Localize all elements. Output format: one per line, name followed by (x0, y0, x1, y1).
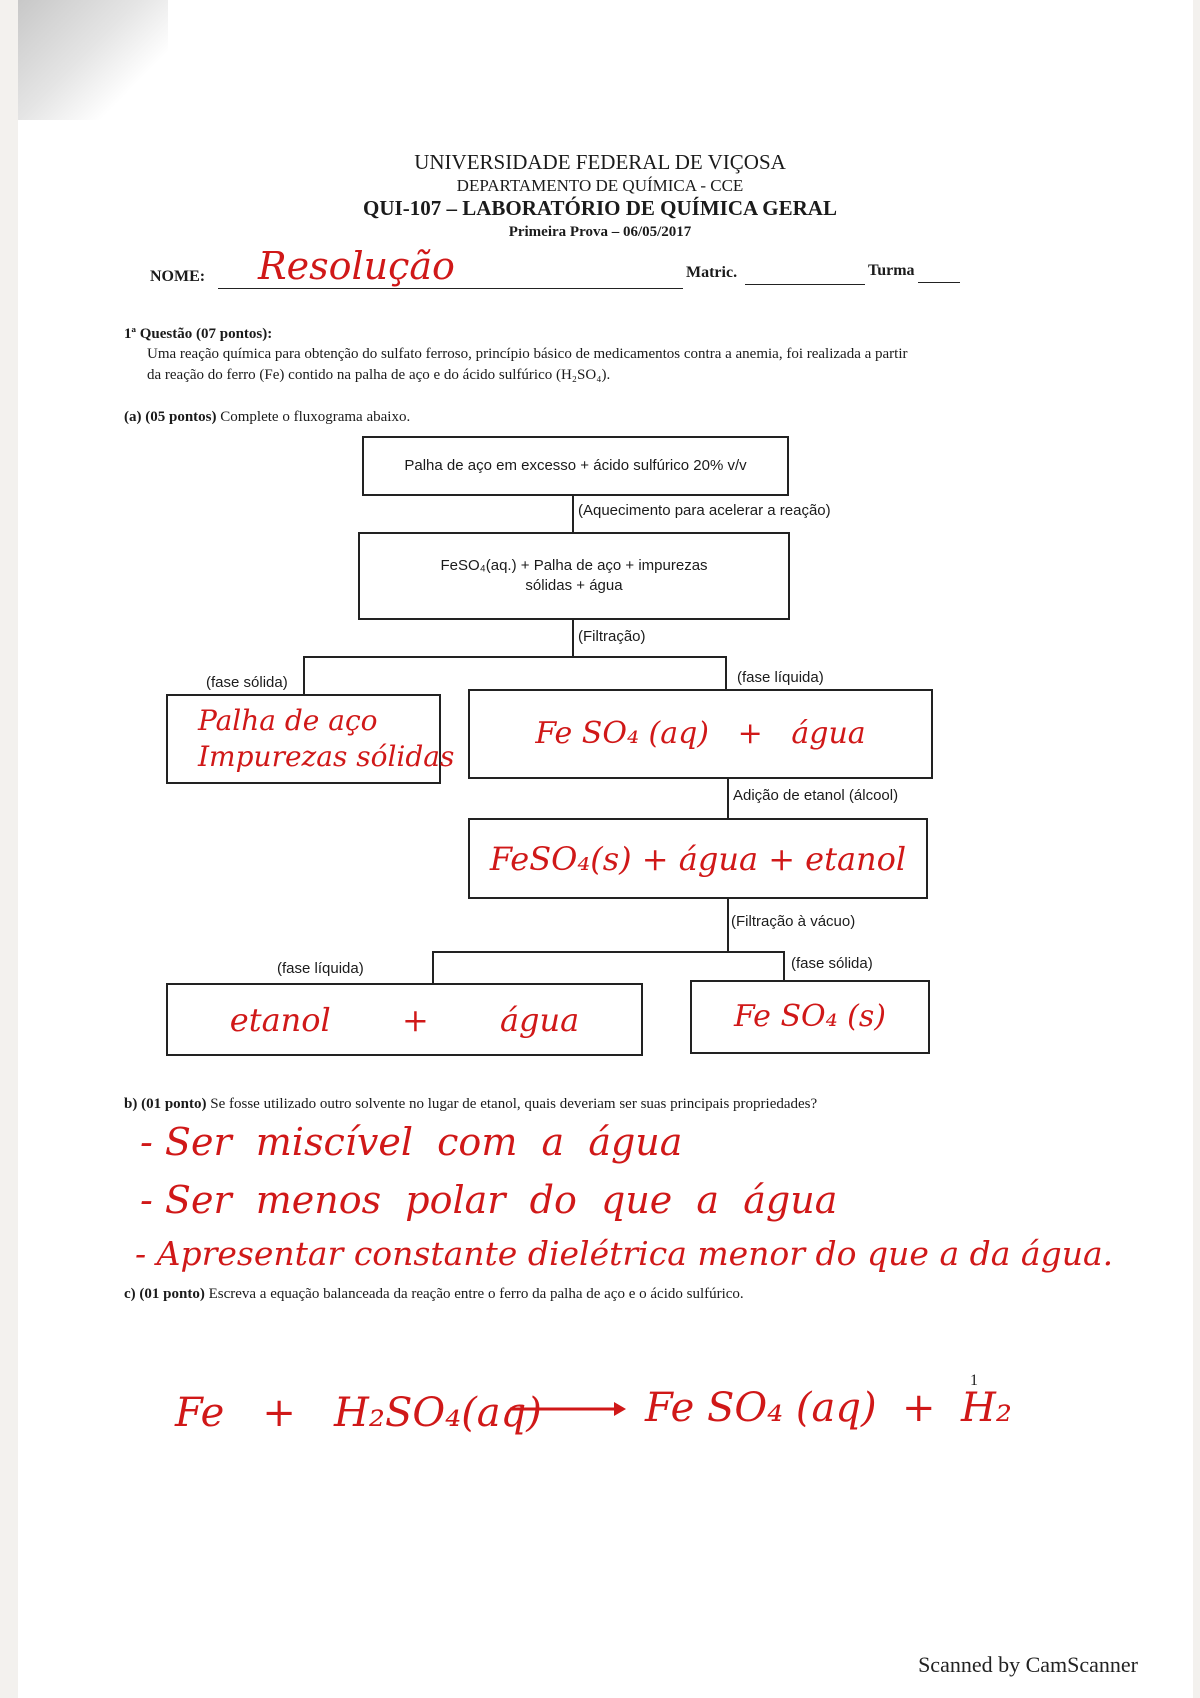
question1-title: 1ª Questão (07 pontos): (124, 326, 273, 342)
flow-box-mother-liquor (166, 983, 643, 1056)
question1-intro-line2: da reação do ferro (Fe) contido na palha de aço e do ácido sulfúrico (H₂SO₄). (147, 367, 611, 383)
reaction-arrow-icon (508, 1398, 628, 1420)
flow-connector-3 (727, 779, 729, 819)
flow-label-solid-phase-1: (fase sólida) (206, 674, 288, 691)
page-fold-shadow (18, 0, 168, 120)
flow-box-precipitate (468, 818, 928, 899)
flow-box-filtrate (468, 689, 933, 779)
part-b-answer-1: - Ser miscível com a água (140, 1120, 683, 1164)
equation-reactants: Fe + H₂SO₄(aq) (175, 1390, 542, 1436)
part-a-text: Complete o fluxograma abaixo. (220, 409, 411, 425)
name-line (218, 288, 683, 289)
turma-label: Turma (868, 262, 915, 279)
matric-label: Matric. (686, 264, 738, 281)
flow-box-mixture-line1: FeSO₄(aq.) + Palha de aço + impurezas (440, 557, 708, 574)
flow-box-reagents-text: Palha de aço em excesso + ácido sulfúrico 20% v/v (404, 457, 747, 474)
turma-line (918, 282, 960, 283)
part-a-heading (124, 407, 410, 428)
question1-intro-line1: Uma reação química para obtenção do sulfato ferroso, princípio básico de medicamentos contra a anemia, foi realizada a partir (147, 346, 908, 362)
flow-box-solid-residue (166, 694, 455, 784)
part-a-label: (a) (05 pontos) (124, 409, 217, 425)
part-c-text: Escreva a equação balanceada da reação entre o ferro da palha de aço e o ácido sulfúrico. (208, 1286, 744, 1302)
part-c-heading (124, 1284, 744, 1305)
flow-step-filtration: (Filtração) (578, 628, 646, 645)
part-b-label: b) (01 ponto) (124, 1096, 207, 1112)
flow-label-solid-phase-2: (fase sólida) (791, 955, 873, 972)
flow-box-product (690, 980, 930, 1054)
flow-label-liquid-phase-1: (fase líquida) (737, 669, 824, 686)
flow-connector-1 (572, 496, 574, 532)
flow-branch-2 (432, 951, 785, 953)
part-b-answer-3: - Apresentar constante dielétrica menor do que a da água. (135, 1234, 1114, 1273)
course-title: QUI-107 – LABORATÓRIO DE QUÍMICA GERAL (363, 196, 837, 220)
part-c-label: c) (01 ponto) (124, 1286, 205, 1302)
answer-mother-liquor: etanol + água (229, 1000, 580, 1039)
flow-step-heating: (Aquecimento para acelerar a reação) (578, 502, 831, 519)
flow-branch-2-right (783, 951, 785, 980)
flow-box-reagents (362, 436, 789, 496)
flow-branch-1-left (303, 656, 305, 694)
answer-filtrate: Fe SO₄ (aq) + água (535, 716, 866, 751)
flow-box-mixture (358, 532, 790, 620)
flow-connector-2 (572, 620, 574, 657)
part-b-heading (124, 1094, 817, 1115)
matric-line (745, 284, 865, 285)
flow-branch-1-right (725, 656, 727, 690)
flow-label-liquid-phase-2: (fase líquida) (277, 960, 364, 977)
flow-branch-1 (303, 656, 727, 658)
equation-products: Fe SO₄ (aq) + H₂ (645, 1385, 1012, 1431)
exam-title: Primeira Prova – 06/05/2017 (508, 224, 692, 240)
flow-step-vacuum-filtration: (Filtração à vácuo) (731, 913, 856, 930)
page-number: 1 (970, 1372, 978, 1389)
university-name: UNIVERSIDADE FEDERAL DE VIÇOSA (414, 150, 786, 174)
part-b-answer-2: - Ser menos polar do que a água (140, 1178, 838, 1222)
answer-product: Fe SO₄ (s) (734, 999, 886, 1034)
flow-branch-2-left (432, 951, 434, 983)
flow-step-ethanol: Adição de etanol (álcool) (733, 787, 899, 804)
answer-precipitate: FeSO₄(s) + água + etanol (489, 839, 907, 878)
flow-box-mixture-line2: sólidas + água (525, 577, 623, 594)
name-label: NOME: (150, 268, 206, 285)
answer-solid-line1: Palha de aço (198, 704, 378, 737)
answer-solid-line2: Impurezas sólidas (198, 740, 455, 773)
flow-connector-4 (727, 899, 729, 953)
name-value: Resolução (258, 244, 455, 288)
part-b-text: Se fosse utilizado outro solvente no lugar de etanol, quais deveriam ser suas principais propriedades? (210, 1096, 818, 1112)
scanner-watermark: Scanned by CamScanner (918, 1652, 1138, 1677)
department-name: DEPARTAMENTO DE QUÍMICA - CCE (456, 176, 744, 195)
